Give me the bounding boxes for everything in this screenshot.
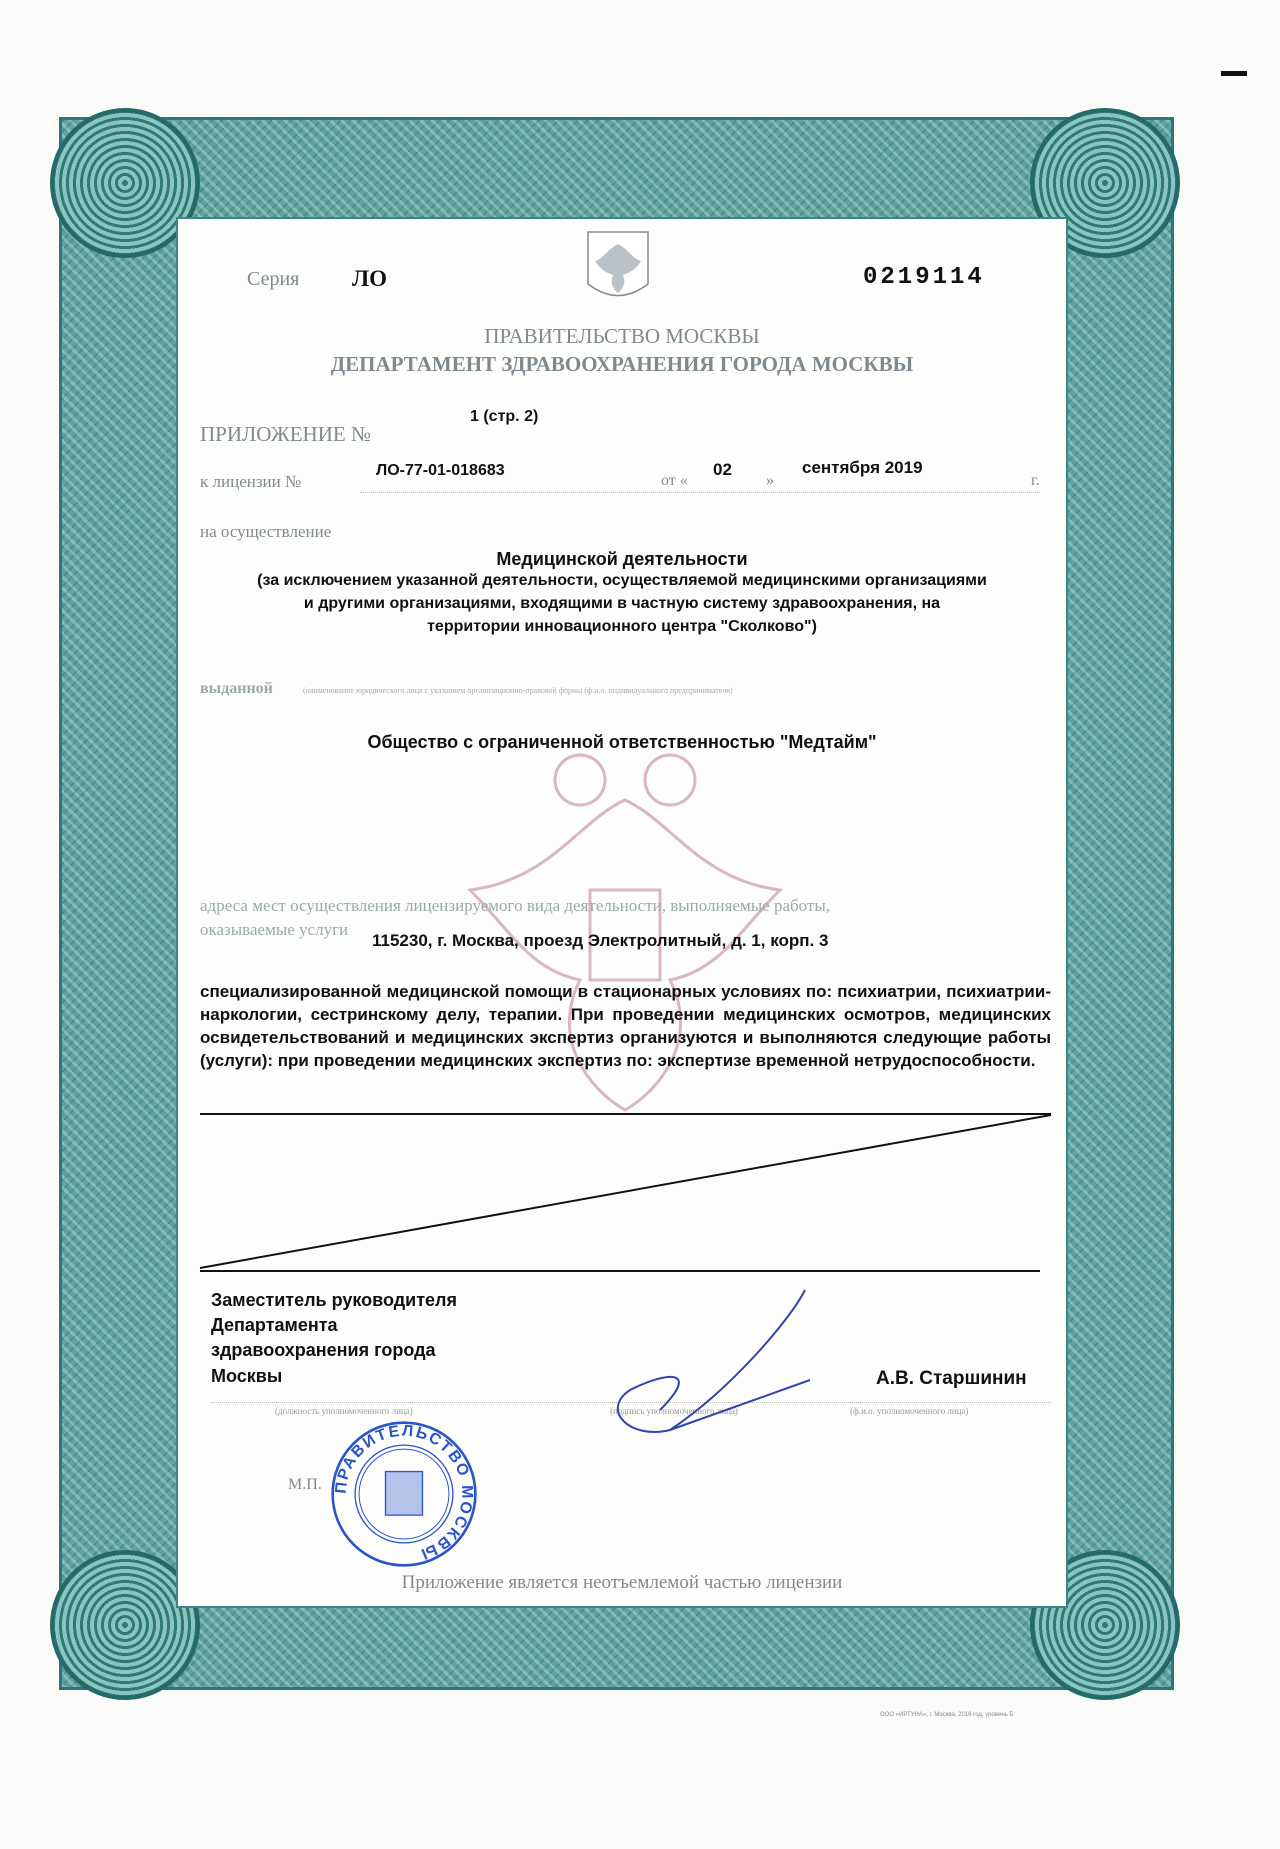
license-year-suffix: г.	[1031, 472, 1040, 489]
caption-position: (должность уполномоченного лица)	[275, 1406, 413, 1416]
activity-label: на осуществление	[200, 522, 332, 541]
appendix-number: 1 (стр. 2)	[470, 408, 539, 425]
signer-position-3: здравоохранения города	[211, 1340, 436, 1360]
department-title: ДЕПАРТАМЕНТ ЗДРАВООХРАНЕНИЯ ГОРОДА МОСКВЫ	[330, 352, 914, 376]
activity-line-3: территории инновационного центра "Сколково")	[427, 618, 817, 635]
signer-position-2: Департамента	[211, 1315, 338, 1335]
activity-line-2: и другими организациями, входящими в частную систему здравоохранения, на	[303, 595, 941, 612]
official-stamp	[330, 1420, 478, 1568]
services-text: специализированной медицинской помощи в стационарных условиях по: психиатрии, психиатрии-наркологии, сестринскому делу, терапии. При проведении медицинских осмотров, медицинских освидетельствований и медицинских экспертиз организуются и выполняются следующие работы (услуги): при проведении медицинских экспертиз по: экспертизе временной нетрудоспособности.	[200, 982, 1051, 1070]
footer-note: Приложение является неотъемлемой частью лицензии	[401, 1572, 843, 1593]
issued-label: выданной	[200, 680, 273, 697]
activity-title: Медицинской деятельности	[496, 549, 748, 569]
license-label: к лицензии №	[200, 472, 302, 491]
signer-position-4: Москвы	[211, 1366, 283, 1386]
license-day: 02	[713, 460, 732, 479]
signer-position-1: Заместитель руководителя	[211, 1290, 457, 1310]
government-title: ПРАВИТЕЛЬСТВО МОСКВЫ	[484, 324, 760, 348]
organization-name: Общество с ограниченной ответственностью "Медтайм"	[367, 732, 877, 752]
series-value: ЛО	[352, 266, 388, 291]
license-day-close: »	[766, 472, 774, 489]
license-from-label: от «	[661, 472, 688, 489]
license-form-number: 0219114	[863, 264, 985, 291]
svg-text:ПРАВИТЕЛЬСТВО МОСКВЫ: ПРАВИТЕЛЬСТВО МОСКВЫ	[332, 1422, 476, 1563]
appendix-label: ПРИЛОЖЕНИЕ №	[200, 422, 371, 446]
address-value: 115230, г. Москва, проезд Электролитный, д. 1, корп. 3	[372, 931, 829, 950]
caption-signature: (подпись уполномоченного лица)	[610, 1406, 738, 1416]
handwritten-signature	[590, 1280, 830, 1440]
activity-line-1: (за исключением указанной деятельности, осуществляемой медицинскими организациями	[257, 572, 987, 589]
address-label-1: адреса мест осуществления лицензируемого вида деятельности, выполняемые работы,	[200, 896, 831, 915]
address-label-2: оказываемые услуги	[200, 920, 349, 939]
signer-name: А.В. Старшинин	[876, 1368, 1027, 1389]
issued-hint: (наименование юридического лица с указанием организационно-правовой формы (ф.и.о. индивидуального предпринимателя)	[303, 686, 733, 695]
caption-name: (ф.и.о. уполномоченного лица)	[850, 1406, 969, 1416]
license-date: сентября 2019	[802, 458, 923, 477]
printer-info: ООО «ИРТУНА», г. Москва, 2016 год, уровень Б	[880, 1712, 1014, 1718]
series-label: Серия	[247, 268, 300, 290]
license-number: ЛО-77-01-018683	[376, 462, 505, 479]
stamp-place-label: М.П.	[288, 1476, 322, 1493]
